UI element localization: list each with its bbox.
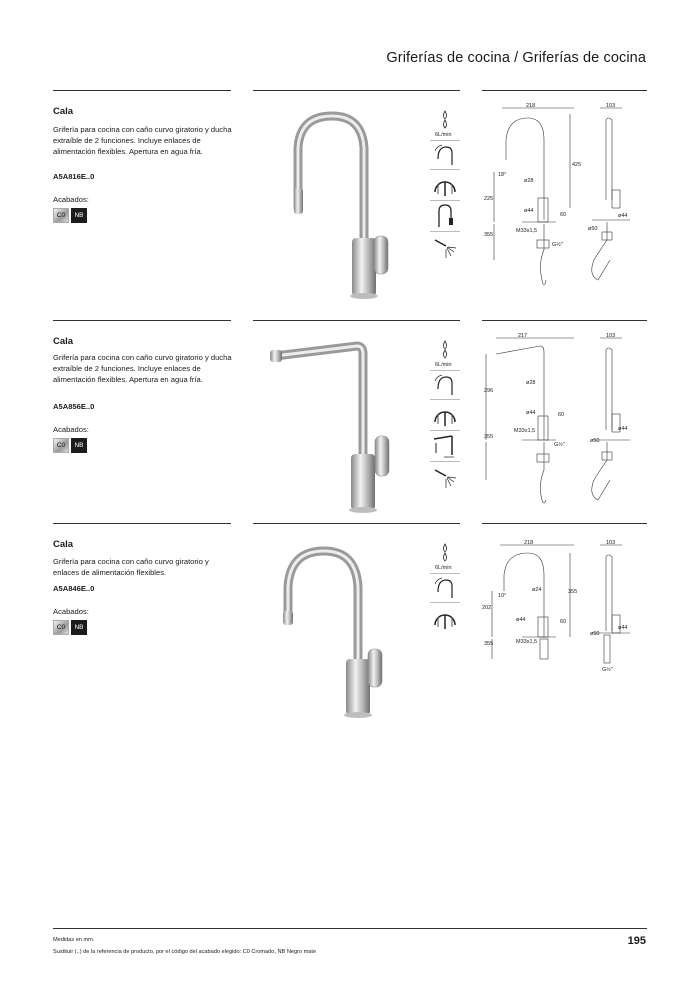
footer-note-finishes: Sustituir (..) de la referencia de producto, por el código del acabado elegido: C0 Cromado, NB Negro mate bbox=[53, 949, 317, 955]
dimension-height: 355 bbox=[568, 589, 578, 595]
finish-swatch-chrome: C0 bbox=[53, 438, 69, 453]
dimension-thread: M33x1,5 bbox=[516, 228, 538, 234]
dimension-diameter-2: ø44 bbox=[524, 208, 534, 214]
product-name: Cala bbox=[53, 336, 74, 347]
flow-rate-label: 6L/min bbox=[435, 565, 452, 571]
product-section-3 bbox=[0, 523, 700, 733]
spray-function-icon bbox=[430, 462, 460, 492]
dimension-width: 217 bbox=[518, 333, 528, 339]
dimension-spout: 202 bbox=[482, 605, 492, 611]
technical-drawing bbox=[482, 537, 647, 687]
dimension-60: 60 bbox=[560, 619, 567, 625]
dimension-thread: M33x1,5 bbox=[514, 428, 536, 434]
dimension-diameter-2: ø44 bbox=[516, 617, 526, 623]
dimension-base: 355 bbox=[484, 434, 494, 440]
finish-swatch-black: NB bbox=[71, 208, 87, 223]
faucet-image bbox=[270, 108, 420, 300]
finish-swatch-black: NB bbox=[71, 620, 87, 635]
finish-swatch-chrome: C0 bbox=[53, 208, 69, 223]
technical-drawing bbox=[482, 330, 647, 510]
flow-rate-label: 6L/min bbox=[435, 362, 452, 368]
spray-function-icon bbox=[430, 232, 460, 262]
dimension-60: 60 bbox=[558, 412, 565, 418]
dimension-60: 60 bbox=[560, 212, 567, 218]
dimension-spout: 225 bbox=[484, 196, 494, 202]
flow-rate-icon bbox=[430, 338, 460, 371]
divider bbox=[253, 523, 460, 524]
faucet-image bbox=[272, 539, 422, 723]
finishes-label: Acabados: bbox=[53, 425, 89, 434]
divider bbox=[253, 90, 460, 91]
divider bbox=[53, 523, 231, 524]
swivel-spout-icon bbox=[430, 141, 460, 170]
dimension-diameter-4: ø44 bbox=[618, 625, 628, 631]
cold-water-opening-icon bbox=[430, 170, 460, 201]
dimension-diameter-3: ø50 bbox=[590, 631, 600, 637]
divider bbox=[482, 320, 647, 321]
dimension-g: G½" bbox=[602, 667, 613, 673]
dimension-diameter-1: ø28 bbox=[526, 380, 536, 386]
page-number: 195 bbox=[627, 935, 646, 947]
dimension-width: 218 bbox=[526, 103, 536, 109]
dimension-g: G½" bbox=[554, 442, 565, 448]
cold-water-opening-icon bbox=[430, 603, 460, 633]
dimension-height: 296 bbox=[484, 388, 494, 394]
divider bbox=[53, 320, 231, 321]
product-reference: A5A846E..0 bbox=[53, 584, 95, 593]
product-description: Grifería para cocina con caño curvo giratorio y ducha extraíble de 2 funciones. Incluye enlaces de alimentación flexibles. Apertura en agua fría. bbox=[53, 353, 232, 384]
divider bbox=[482, 523, 647, 524]
dimension-height: 425 bbox=[572, 162, 582, 168]
pull-out-shower-icon bbox=[430, 201, 460, 232]
product-section-1 bbox=[0, 90, 700, 300]
dimension-reach: 103 bbox=[606, 103, 616, 109]
footer-note-units: Medidas en mm. bbox=[53, 937, 95, 943]
flow-rate-icon bbox=[430, 541, 460, 574]
swivel-spout-icon bbox=[430, 574, 460, 603]
finishes-label: Acabados: bbox=[53, 195, 89, 204]
dimension-diameter-3: ø50 bbox=[588, 226, 598, 232]
dimension-diameter-1: ø28 bbox=[524, 178, 534, 184]
product-section-2 bbox=[0, 320, 700, 530]
dimension-diameter-3: ø50 bbox=[590, 438, 600, 444]
dimension-g: G½" bbox=[552, 242, 563, 248]
finish-swatch-chrome: C0 bbox=[53, 620, 69, 635]
dimension-reach: 103 bbox=[606, 540, 616, 546]
divider bbox=[253, 320, 460, 321]
dimension-diameter-2: ø44 bbox=[526, 410, 536, 416]
product-reference: A5A816E..0 bbox=[53, 172, 95, 181]
dimension-diameter-4: ø44 bbox=[618, 426, 628, 432]
product-reference: A5A856E..0 bbox=[53, 402, 95, 411]
product-description: Grifería para cocina con caño curvo giratorio y enlaces de alimentación flexibles. bbox=[53, 557, 209, 577]
dimension-diameter-4: ø44 bbox=[618, 213, 628, 219]
dimension-base: 355 bbox=[484, 641, 494, 647]
dimension-width: 218 bbox=[524, 540, 534, 546]
dimension-diameter-1: ø24 bbox=[532, 587, 542, 593]
product-name: Cala bbox=[53, 539, 74, 550]
flow-rate-icon bbox=[430, 108, 460, 141]
divider bbox=[482, 90, 647, 91]
dimension-base: 355 bbox=[484, 232, 494, 238]
product-name: Cala bbox=[53, 106, 74, 117]
flow-rate-label: 6L/min bbox=[435, 132, 452, 138]
dimension-thread: M33x1,5 bbox=[516, 639, 538, 645]
product-description: Grifería para cocina con caño curvo giratorio y ducha extraíble de 2 funciones. Incluye enlaces de alimentación flexibles. Apertura en agua fría. bbox=[53, 125, 232, 156]
pull-out-hose-icon bbox=[430, 431, 460, 462]
dimension-angle: 18° bbox=[498, 172, 507, 178]
faucet-image bbox=[265, 336, 415, 520]
cold-water-opening-icon bbox=[430, 400, 460, 431]
finishes-label: Acabados: bbox=[53, 607, 89, 616]
technical-drawing bbox=[482, 100, 647, 295]
page-title: Griferías de cocina / Griferías de cocina bbox=[386, 50, 646, 66]
dimension-reach: 103 bbox=[606, 333, 616, 339]
dimension-angle: 10° bbox=[498, 593, 507, 599]
footer-divider bbox=[53, 928, 647, 929]
divider bbox=[53, 90, 231, 91]
finish-swatch-black: NB bbox=[71, 438, 87, 453]
swivel-spout-icon bbox=[430, 371, 460, 400]
